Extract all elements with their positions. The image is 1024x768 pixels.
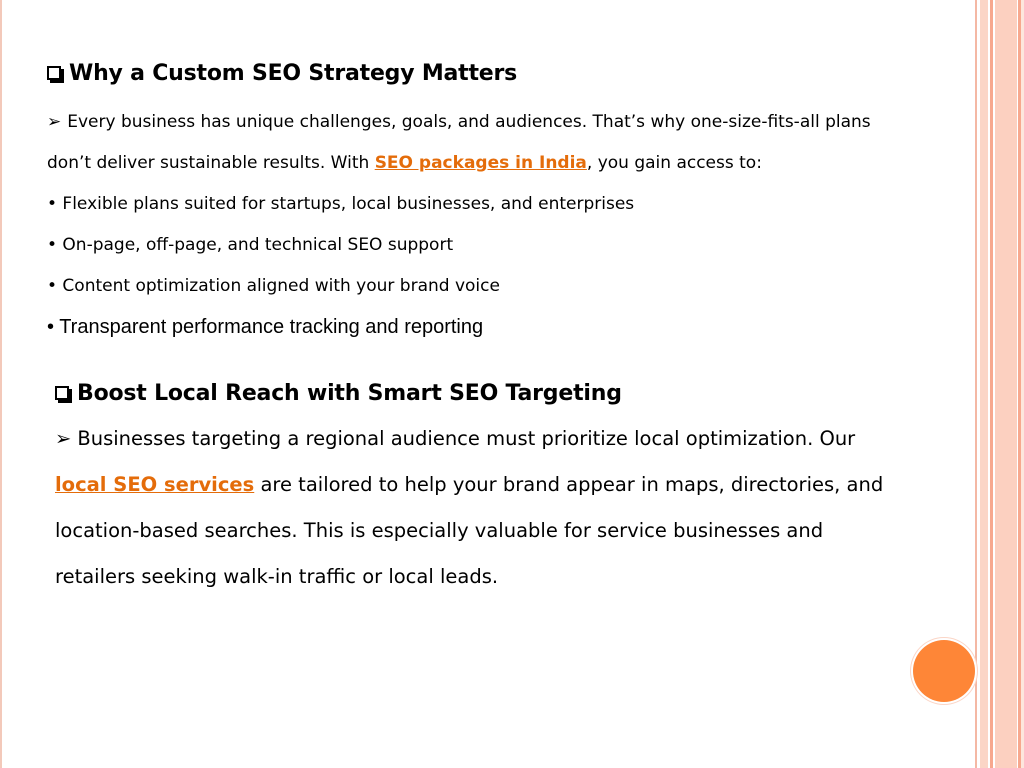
bullet-item: • On-page, off-page, and technical SEO support (47, 235, 454, 255)
intro-text: don’t deliver sustainable results. With (47, 153, 375, 173)
bullet-item: • Content optimization aligned with your brand voice (47, 276, 500, 296)
section-local-reach (55, 376, 955, 600)
decorative-circle (913, 640, 975, 702)
intro-text: , you gain access to: (586, 153, 762, 173)
intro-line (47, 102, 947, 143)
checkbox-icon (47, 66, 61, 80)
body-text: Businesses targeting a regional audience must prioritize local optimization. Our (77, 427, 856, 450)
checkbox-icon (55, 386, 69, 400)
heading-text: Boost Local Reach with Smart SEO Targeting (77, 380, 622, 406)
bullet-item: • Transparent performance tracking and reporting (47, 316, 484, 338)
body-text: are tailored to help your brand appear in maps, directories, and (254, 473, 884, 496)
section-heading (47, 58, 947, 88)
body-line (55, 462, 955, 508)
section-custom-seo-strategy (47, 58, 947, 348)
bullet-item: • Flexible plans suited for startups, local businesses, and enterprises (47, 194, 635, 214)
decorative-stripe (980, 0, 988, 768)
left-border (0, 0, 2, 768)
body-line: retailers seeking walk-in traffic or local leads. (55, 565, 499, 588)
decorative-stripe (975, 0, 977, 768)
arrowhead-icon: ➢ (55, 427, 72, 450)
body-line (55, 416, 955, 462)
decorative-stripe (995, 0, 1017, 768)
section-heading (55, 376, 955, 410)
body-line: location-based searches. This is especially valuable for service businesses and (55, 519, 824, 542)
heading-text: Why a Custom SEO Strategy Matters (69, 60, 518, 86)
arrowhead-icon: ➢ (47, 112, 62, 132)
intro-line (47, 143, 947, 184)
seo-packages-link[interactable]: SEO packages in India (374, 153, 587, 173)
intro-text: Every business has unique challenges, goals, and audiences. That’s why one-size-fits-all plans (67, 112, 871, 132)
local-seo-services-link[interactable]: local SEO services (55, 473, 255, 496)
decorative-stripe (990, 0, 993, 768)
